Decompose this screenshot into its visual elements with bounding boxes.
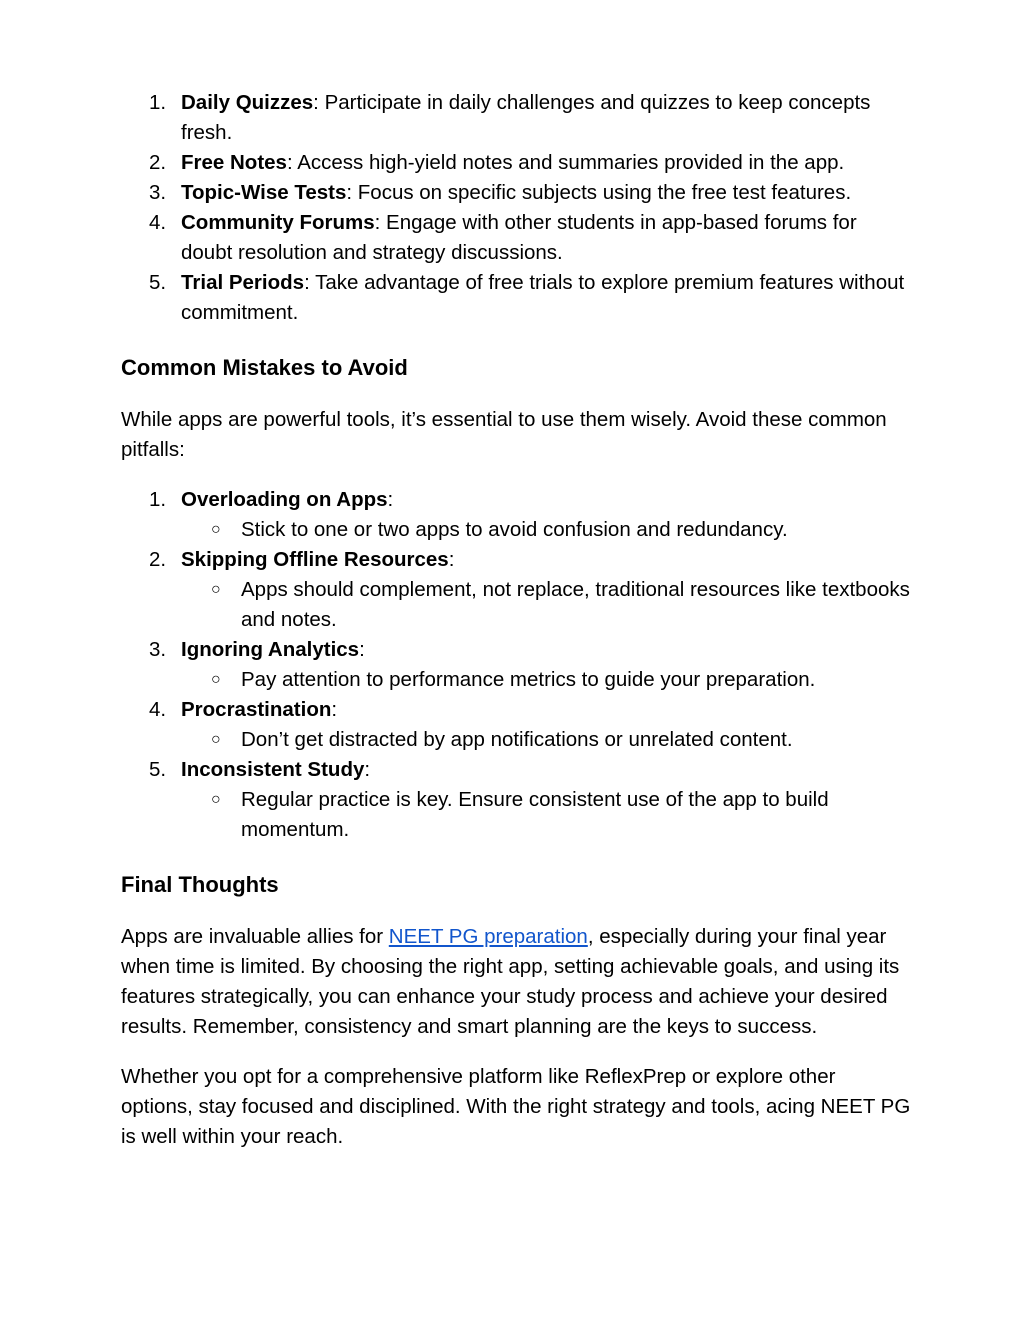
list-number: 1. [149,488,167,511]
list-number: 3. [149,638,167,661]
list-text: : Participate in daily challenges and quizzes to keep concepts fresh. [181,91,871,144]
mistakes-list [121,485,911,845]
list-colon: : [331,698,338,721]
list-term: Trial Periods [181,271,305,294]
hollow-bullet-icon: ○ [211,671,221,688]
list-item [121,148,911,178]
list-number: 4. [149,211,167,234]
final-paragraph-2: Whether you opt for a comprehensive platform like ReflexPrep or explore other options, stay focused and disciplined. With the right strategy and tools, acing NEET PG is well within your reach. [121,1065,911,1148]
mistakes-intro: While apps are powerful tools, it’s essential to use them wisely. Avoid these common pitfalls: [121,408,887,461]
list-number: 5. [149,758,167,781]
free-features-list [121,88,911,328]
sub-list-text: Stick to one or two apps to avoid confusion and redundancy. [241,518,788,541]
list-item [121,545,911,635]
sub-list-item [181,575,911,635]
list-text: : Take advantage of free trials to explore premium features without commitment. [181,271,905,324]
list-item [121,485,911,545]
list-item [121,635,911,695]
sub-list [181,665,911,695]
list-term: Daily Quizzes [181,91,314,114]
list-number: 1. [149,91,167,114]
list-number: 4. [149,698,167,721]
list-term: Inconsistent Study [181,758,365,781]
sub-list-text: Regular practice is key. Ensure consistent use of the app to build momentum. [241,788,829,841]
section-heading-final-thoughts: Final Thoughts [121,872,279,897]
paragraph-text: , especially during your final year when time is limited. By choosing the right app, setting achievable goals, and using its features strategically, you can enhance your study process and achieve your desired results. Remember, consistency and smart planning are the keys to success. [121,925,900,1038]
list-colon: : [359,638,365,661]
neet-pg-preparation-link[interactable]: NEET PG preparation [388,925,588,948]
list-number: 2. [149,548,167,571]
sub-list-item [181,725,911,755]
list-item [121,695,911,755]
sub-list-item [181,515,911,545]
list-term: Procrastination [181,698,332,721]
list-colon: : [364,758,371,781]
final-paragraph-1 [121,922,911,1042]
list-term: Ignoring Analytics [181,638,360,661]
sub-list-text: Pay attention to performance metrics to guide your preparation. [241,668,816,691]
list-colon: : [387,488,394,511]
sub-list-text: Don’t get distracted by app notifications or unrelated content. [241,728,793,751]
list-number: 5. [149,271,167,294]
hollow-bullet-icon: ○ [211,731,221,748]
list-number: 3. [149,181,167,204]
list-term: Overloading on Apps [181,488,388,511]
list-item [121,208,911,268]
sub-list-item [181,665,911,695]
sub-list [181,725,911,755]
list-text: : Focus on specific subjects using the free test features. [346,181,852,204]
list-term: Skipping Offline Resources [181,548,449,571]
hollow-bullet-icon: ○ [211,581,221,598]
list-item [121,755,911,845]
sub-list [181,785,911,845]
list-item [121,88,911,148]
list-term: Community Forums [181,211,375,234]
list-text: : Engage with other students in app-based forums for doubt resolution and strategy discussions. [181,211,857,264]
sub-list-text: Apps should complement, not replace, traditional resources like textbooks and notes. [241,578,910,631]
section-heading-mistakes: Common Mistakes to Avoid [121,355,408,380]
sub-list [181,515,911,545]
document-page [121,88,911,1152]
hollow-bullet-icon: ○ [211,521,221,538]
hollow-bullet-icon: ○ [211,791,221,808]
list-term: Topic-Wise Tests [181,181,347,204]
list-term: Free Notes [181,151,287,174]
list-number: 2. [149,151,167,174]
paragraph-text: Apps are invaluable allies for [121,925,389,948]
list-colon: : [448,548,455,571]
list-item [121,268,911,328]
sub-list [181,575,911,635]
list-item [121,178,911,208]
list-text: : Access high-yield notes and summaries provided in the app. [286,151,845,174]
sub-list-item [181,785,911,845]
